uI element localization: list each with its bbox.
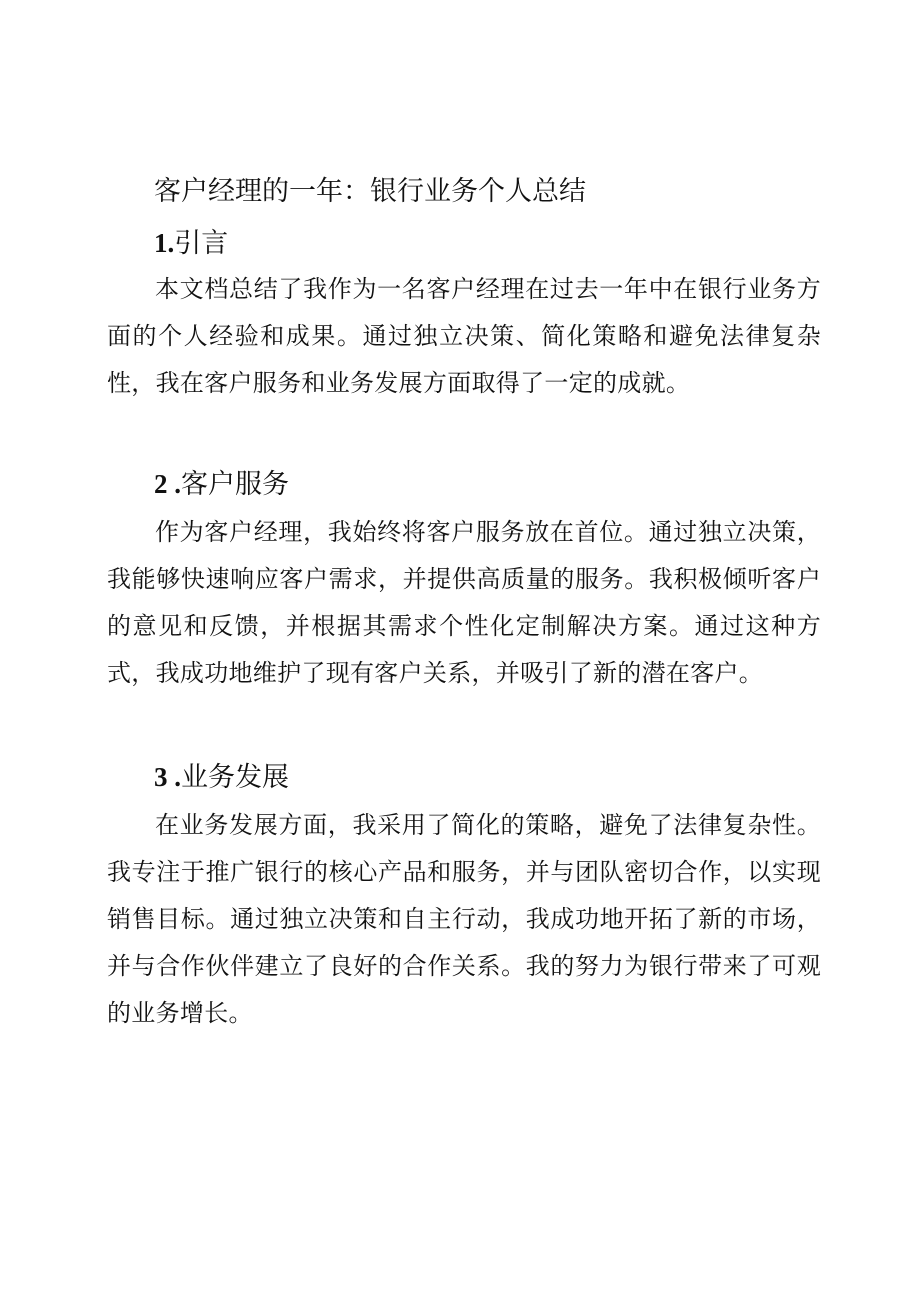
section-paragraph-introduction: 本文档总结了我作为一名客户经理在过去一年中在银行业务方面的个人经验和成果。通过独立决策、简化策略和避免法律复杂性，我在客户服务和业务发展方面取得了一定的成就。 — [107, 275, 821, 397]
section-separator: . — [167, 469, 181, 499]
section-separator: . — [167, 762, 181, 792]
section-heading-text: 引言 — [174, 228, 229, 259]
section-heading-customer-service — [154, 464, 289, 505]
document-title: 客户经理的一年：银行业务个人总结 — [154, 176, 586, 207]
section-heading-introduction — [154, 223, 228, 264]
section-paragraph-customer-service: 作为客户经理，我始终将客户服务放在首位。通过独立决策，我能够快速响应客户需求，并提供高质量的服务。我积极倾听客户的意见和反馈，并根据其需求个性化定制解决方案。通过这种方式，我成功地维护了现有客户关系，并吸引了新的潜在客户。 — [107, 518, 821, 687]
section-paragraph-business-development: 在业务发展方面，我采用了简化的策略，避免了法律复杂性。我专注于推广银行的核心产品和服务，并与团队密切合作，以实现销售目标。通过独立决策和自主行动，我成功地开拓了新的市场，并与合作伙伴建立了良好的合作关系。我的努力为银行带来了可观的业务增长。 — [107, 811, 821, 1027]
section-heading-text: 业务发展 — [181, 762, 289, 793]
section-number: 2 — [154, 469, 168, 499]
section-number: 1 — [154, 228, 168, 258]
section-number: 3 — [154, 762, 168, 792]
section-heading-business-development — [154, 757, 289, 798]
section-heading-text: 客户服务 — [181, 469, 289, 500]
section-separator: . — [167, 228, 175, 258]
